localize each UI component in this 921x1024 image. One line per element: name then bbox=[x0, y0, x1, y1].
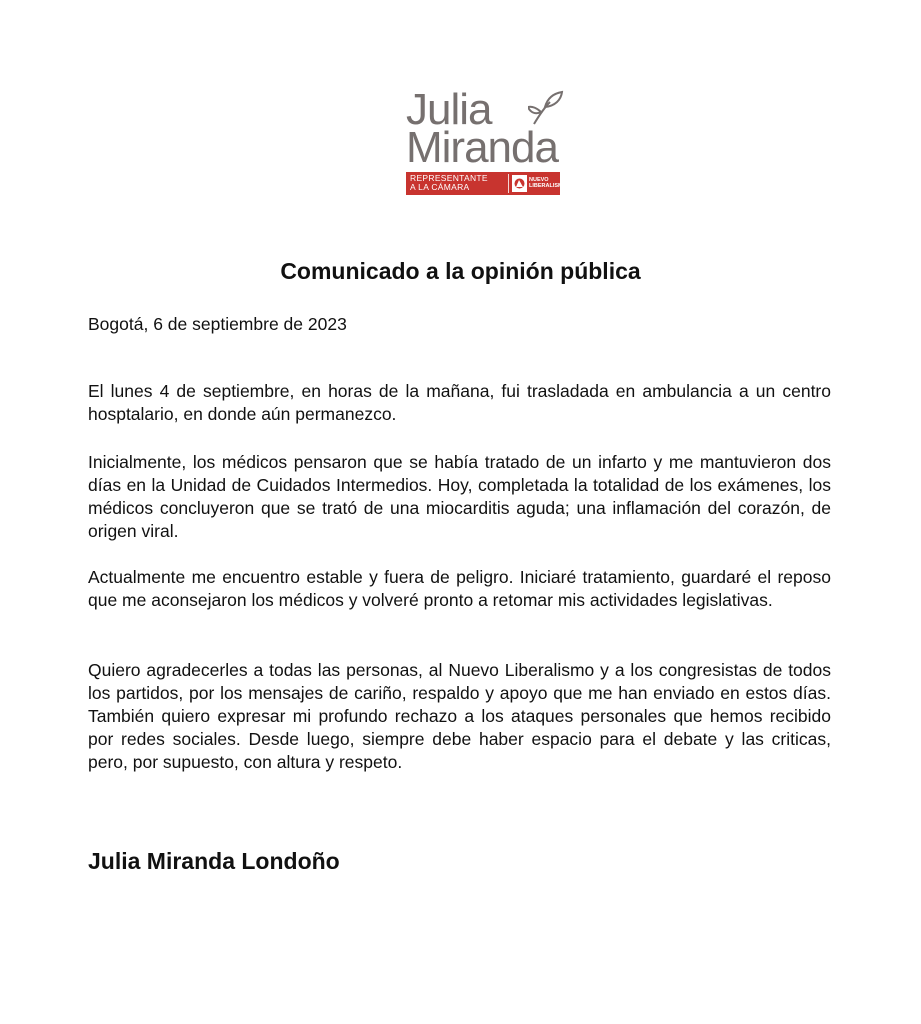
paragraph-3: Actualmente me encuentro estable y fuera de peligro. Iniciaré tratamiento, guardaré el reposo que me aconsejaron los médicos y volveré pronto a retomar mis actividades legislativas. bbox=[88, 567, 831, 610]
logo-divider bbox=[508, 174, 509, 193]
logo-first-name: Julia bbox=[406, 85, 492, 134]
signature-name: Julia Miranda Londoño bbox=[88, 848, 340, 874]
party-name-line-2: LIBERALISMO bbox=[529, 183, 567, 189]
logo-role-line-1: REPRESENTANTE bbox=[410, 173, 488, 183]
leaf-icon bbox=[528, 90, 564, 126]
document-date: Bogotá, 6 de septiembre de 2023 bbox=[88, 314, 347, 334]
paragraph-1: El lunes 4 de septiembre, en horas de la mañana, fui trasladada en ambulancia a un centro hosptalario, en donde aún permanezco. bbox=[88, 381, 831, 424]
paragraph-2: Inicialmente, los médicos pensaron que se había tratado de un infarto y me mantuvieron dos días en la Unidad de Cuidados Intermedios. Hoy, completada la totalidad de los exámenes, los médicos concluyeron que se trató de una miocarditis aguda; una inflamación del corazón, de origen viral. bbox=[88, 452, 831, 541]
logo-red-bar bbox=[406, 172, 567, 195]
party-name-line-1: NUEVO bbox=[529, 177, 549, 183]
document-title: Comunicado a la opinión pública bbox=[280, 258, 641, 284]
logo-role-line-2: A LA CÁMARA bbox=[410, 182, 470, 192]
letterhead-logo bbox=[404, 85, 568, 200]
party-emblem-icon bbox=[512, 175, 527, 192]
paragraph-4: Quiero agradecerles a todas las personas, al Nuevo Liberalismo y a los congresistas de todos los partidos, por los mensajes de cariño, respaldo y apoyo que me han enviado en estos días. También quiero expresar mi profundo rechazo a los ataques personales que hemos recibido por redes sociales. Desde luego, siempre debe haber espacio para el debate y las criticas, pero, por supuesto, con altura y respeto. bbox=[88, 660, 831, 772]
logo-last-name: Miranda bbox=[406, 123, 558, 172]
